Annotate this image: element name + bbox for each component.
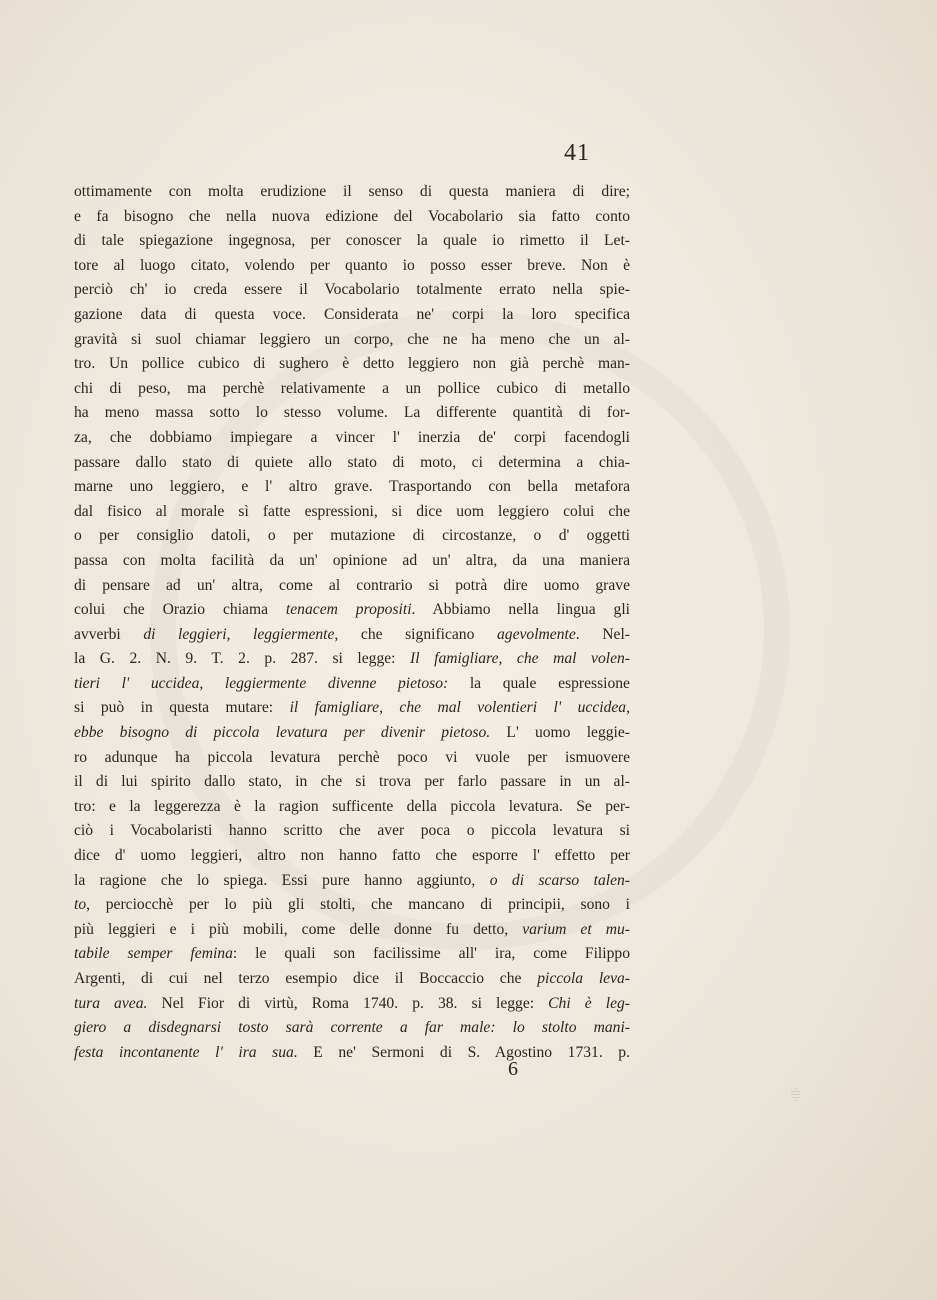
text-segment: chi di peso, ma perchè relativamente a un pollice cubico di metallo: [74, 379, 630, 397]
text-line: [74, 1041, 630, 1066]
italic-text: tabile semper femina: [74, 945, 233, 963]
text-segment: : le quali son facilissime all' ira, come Filippo: [232, 945, 630, 963]
italic-text: Il famigliare, che mal volen-: [410, 650, 631, 668]
text-line: [74, 524, 630, 549]
italic-text: Chi è leg-: [548, 994, 630, 1012]
text-segment: la quale espressione: [448, 674, 630, 692]
text-segment: tore al luogo citato, volendo per quanto io posso esser breve. Non è: [74, 256, 630, 274]
text-line: [74, 229, 630, 254]
text-segment: più leggieri e i più mobili, come delle donne fu detto,: [74, 920, 523, 938]
text-segment: colui che Orazio chiama: [74, 601, 286, 619]
italic-text: ebbe bisogno di piccola levatura per divenir pietoso.: [74, 724, 491, 742]
text-segment: gazione data di questa voce. Considerata ne' corpi la loro specifica: [74, 305, 630, 323]
text-line: [74, 967, 630, 992]
text-line: [74, 647, 630, 672]
text-line: [74, 500, 630, 525]
italic-text: il famigliare, che mal volentieri l' uccidea,: [289, 699, 630, 717]
italic-text: piccola leva-: [537, 970, 630, 987]
text-segment: . Abbiamo nella lingua gli: [411, 601, 630, 619]
text-line: [74, 942, 630, 967]
text-segment: za, che dobbiamo impiegare a vincer l' inerzia de' corpi facendogli: [74, 428, 630, 446]
text-segment: gravità si suol chiamar leggiero un corpo, che ne ha meno che un al-: [74, 330, 630, 348]
text-line: [74, 795, 630, 820]
text-line: [74, 672, 630, 697]
text-segment: E ne' Sermoni di S. Agostino 1731. p.: [297, 1043, 631, 1061]
text-segment: L' uomo leggie-: [490, 724, 630, 742]
text-segment: si può in questa mutare:: [74, 699, 290, 717]
text-line: [74, 746, 630, 771]
text-line: [74, 475, 630, 500]
text-line: [74, 869, 630, 894]
text-segment: di pensare ad un' altra, come al contrario si potrà dire uomo grave: [74, 576, 630, 594]
italic-text: tieri l' uccidea, leggiermente divenne pietoso:: [74, 674, 449, 692]
text-line: [74, 598, 630, 623]
text-segment: perciò ch' io creda essere il Vocabolario totalmente errato nella spie-: [74, 281, 630, 299]
text-line: [74, 893, 630, 918]
text-segment: che significano: [338, 625, 497, 643]
text-segment: passare dallo stato di quiete allo stato di moto, ci determina a chia-: [74, 453, 630, 471]
text-segment: ciò i Vocabolaristi hanno scritto che aver poca o piccola levatura si: [74, 822, 630, 840]
text-line: [74, 352, 630, 377]
text-line: [74, 918, 630, 943]
text-line: [74, 401, 630, 426]
italic-text: tura avea.: [74, 994, 148, 1012]
text-line: [74, 303, 630, 328]
text-segment: , perciocchè per lo più gli stolti, che mancano di principii, sono i: [86, 896, 630, 914]
text-line: [74, 278, 630, 303]
text-segment: tro. Un pollice cubico di sughero è detto leggiero non già perchè man-: [74, 355, 630, 373]
text-segment: e fa bisogno che nella nuova edizione del Vocabolario sia fatto conto: [74, 207, 630, 225]
text-line: [74, 1016, 630, 1041]
body-text: [74, 180, 630, 1065]
text-line: [74, 180, 630, 205]
text-line: [74, 770, 630, 795]
text-line: [74, 992, 630, 1017]
text-line: [74, 451, 630, 476]
text-segment: marne uno leggiero, e l' altro grave. Trasportando con bella metafora: [74, 478, 630, 496]
text-segment: il di lui spirito dallo stato, in che si trova per farlo passare in un al-: [74, 773, 630, 791]
text-line: [74, 328, 630, 353]
text-line: [74, 696, 630, 721]
italic-text: di leggieri, leggiermente,: [143, 625, 339, 643]
text-segment: la G. 2. N. 9. T. 2. p. 287. si legge:: [74, 650, 411, 668]
text-segment: ha meno massa sotto lo stesso volume. La differente quantità di for-: [74, 404, 630, 422]
italic-text: giero a disdegnarsi tosto sarà corrente a far male: lo stolto mani-: [74, 1019, 630, 1037]
text-segment: passa con molta facilità da un' opinione ad un' altra, da una maniera: [74, 551, 630, 569]
text-segment: Nel Fior di virtù, Roma 1740. p. 38. si legge:: [147, 994, 549, 1012]
text-segment: avverbi: [74, 625, 144, 643]
italic-text: agevolmente: [496, 625, 576, 643]
text-line: [74, 623, 630, 648]
text-segment: tro: e la leggerezza è la ragion sufficente della piccola levatura. Se per-: [74, 797, 630, 815]
italic-text: festa incontanente l' ira sua.: [74, 1043, 298, 1061]
signature-mark: 6: [508, 1058, 518, 1080]
edge-mark: ·|||·: [791, 1086, 802, 1104]
text-segment: . Nel-: [575, 625, 630, 643]
text-segment: Argenti, di cui nel terzo esempio dice il Boccaccio che: [74, 970, 538, 987]
text-line: [74, 377, 630, 402]
text-segment: ro adunque ha piccola levatura perchè poco vi vuole per ismuovere: [74, 748, 630, 766]
page-number: 41: [564, 140, 590, 166]
italic-text: o di scarso talen-: [489, 871, 630, 889]
text-segment: dice d' uomo leggieri, altro non hanno fatto che esporre l' effetto per: [74, 847, 630, 865]
italic-text: to: [74, 896, 87, 914]
text-line: [74, 844, 630, 869]
text-line: [74, 254, 630, 279]
text-segment: la ragione che lo spiega. Essi pure hanno aggiunto,: [74, 871, 490, 889]
text-line: [74, 721, 630, 746]
text-segment: di tale spiegazione ingegnosa, per conoscer la quale io rimetto il Let-: [74, 232, 630, 250]
italic-text: varium et mu-: [522, 920, 630, 938]
text-line: [74, 819, 630, 844]
text-segment: ottimamente con molta erudizione il senso di questa maniera di dire;: [74, 183, 630, 200]
text-segment: o per consiglio datoli, o per mutazione di circostanze, o d' oggetti: [74, 527, 630, 545]
text-line: [74, 205, 630, 230]
text-segment: dal fisico al morale sì fatte espressioni, si dice uom leggiero colui che: [74, 502, 630, 520]
text-line: [74, 574, 630, 599]
text-line: [74, 426, 630, 451]
italic-text: tenacem propositi: [285, 601, 412, 619]
text-line: [74, 549, 630, 574]
